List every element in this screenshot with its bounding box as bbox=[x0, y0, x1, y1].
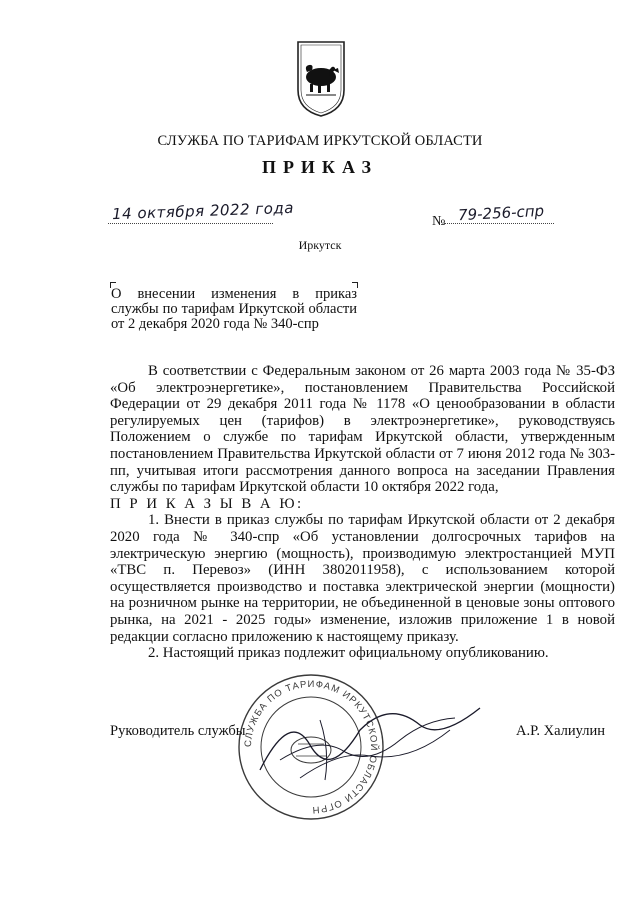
seal-ring-text: СЛУЖБА ПО ТАРИФАМ ИРКУТСКОЙ ОБЛАСТИ ОГРН bbox=[242, 678, 380, 816]
document-type-title: ПРИКАЗ bbox=[261, 157, 379, 177]
date-underline bbox=[108, 223, 273, 224]
signatory-name: А.Р. Халиулин bbox=[516, 723, 605, 739]
number-underline bbox=[444, 223, 554, 224]
number-prefix: № bbox=[432, 214, 446, 229]
coat-of-arms-emblem bbox=[294, 40, 348, 118]
preamble-paragraph: В соответствии с Федеральным законом от 26 марта 2003 года № 35-ФЗ «Об электроэнергетике», постановлением Правительства Российской Федерации от 29 декабря 2011 года № 1178 «О ценообразовании в области регулируемых цен (тарифов) в электроэнергетике», руководствуясь Положением о службе по тарифам Иркутской области, утвержденным постановлением Правительства Иркутской области от 7 июня 2012 года № 303-пп, учитывая итоги рассмотрения данного вопроса на заседании Правления службы по тарифам Иркутской области 10 октября 2022 года, bbox=[110, 363, 615, 496]
document-body bbox=[110, 363, 615, 662]
order-item-1: 1. Внести в приказ службы по тарифам Иркутской области от 2 декабря 2020 года № 340-спр «Об установлении долгосрочных тарифов на электрическую энергию (мощность), производимую электростанцией МУП «ТВС п. Перевоз» (ИНН 3802011958), с использованием которой осуществляется производство и поставка электрической энергии (мощности) на розничном рынке на территории, не объединенной в ценовые зоны оптового рынка, на 2021 - 2025 годы» изменение, изложив приложение 1 в новой редакции согласно приложению к настоящему приказу. bbox=[110, 512, 615, 645]
order-word: П Р И К А З Ы В А Ю: bbox=[110, 495, 304, 512]
order-item-2: 2. Настоящий приказ подлежит официальному опубликованию. bbox=[148, 645, 549, 662]
organization-name: СЛУЖБА ПО ТАРИФАМ ИРКУТСКОЙ ОБЛАСТИ bbox=[157, 133, 483, 149]
city-name: Иркутск bbox=[298, 238, 342, 252]
subject-text: О внесении изменения в приказ службы по тарифам Иркутской области от 2 декабря 2020 года № 340-спр bbox=[111, 286, 357, 332]
signatory-position: Руководитель службы bbox=[110, 723, 246, 739]
handwritten-signature bbox=[250, 690, 490, 790]
handwritten-number: 79-256-спр bbox=[457, 201, 545, 225]
handwritten-date: 14 октября 2022 года bbox=[111, 198, 295, 224]
